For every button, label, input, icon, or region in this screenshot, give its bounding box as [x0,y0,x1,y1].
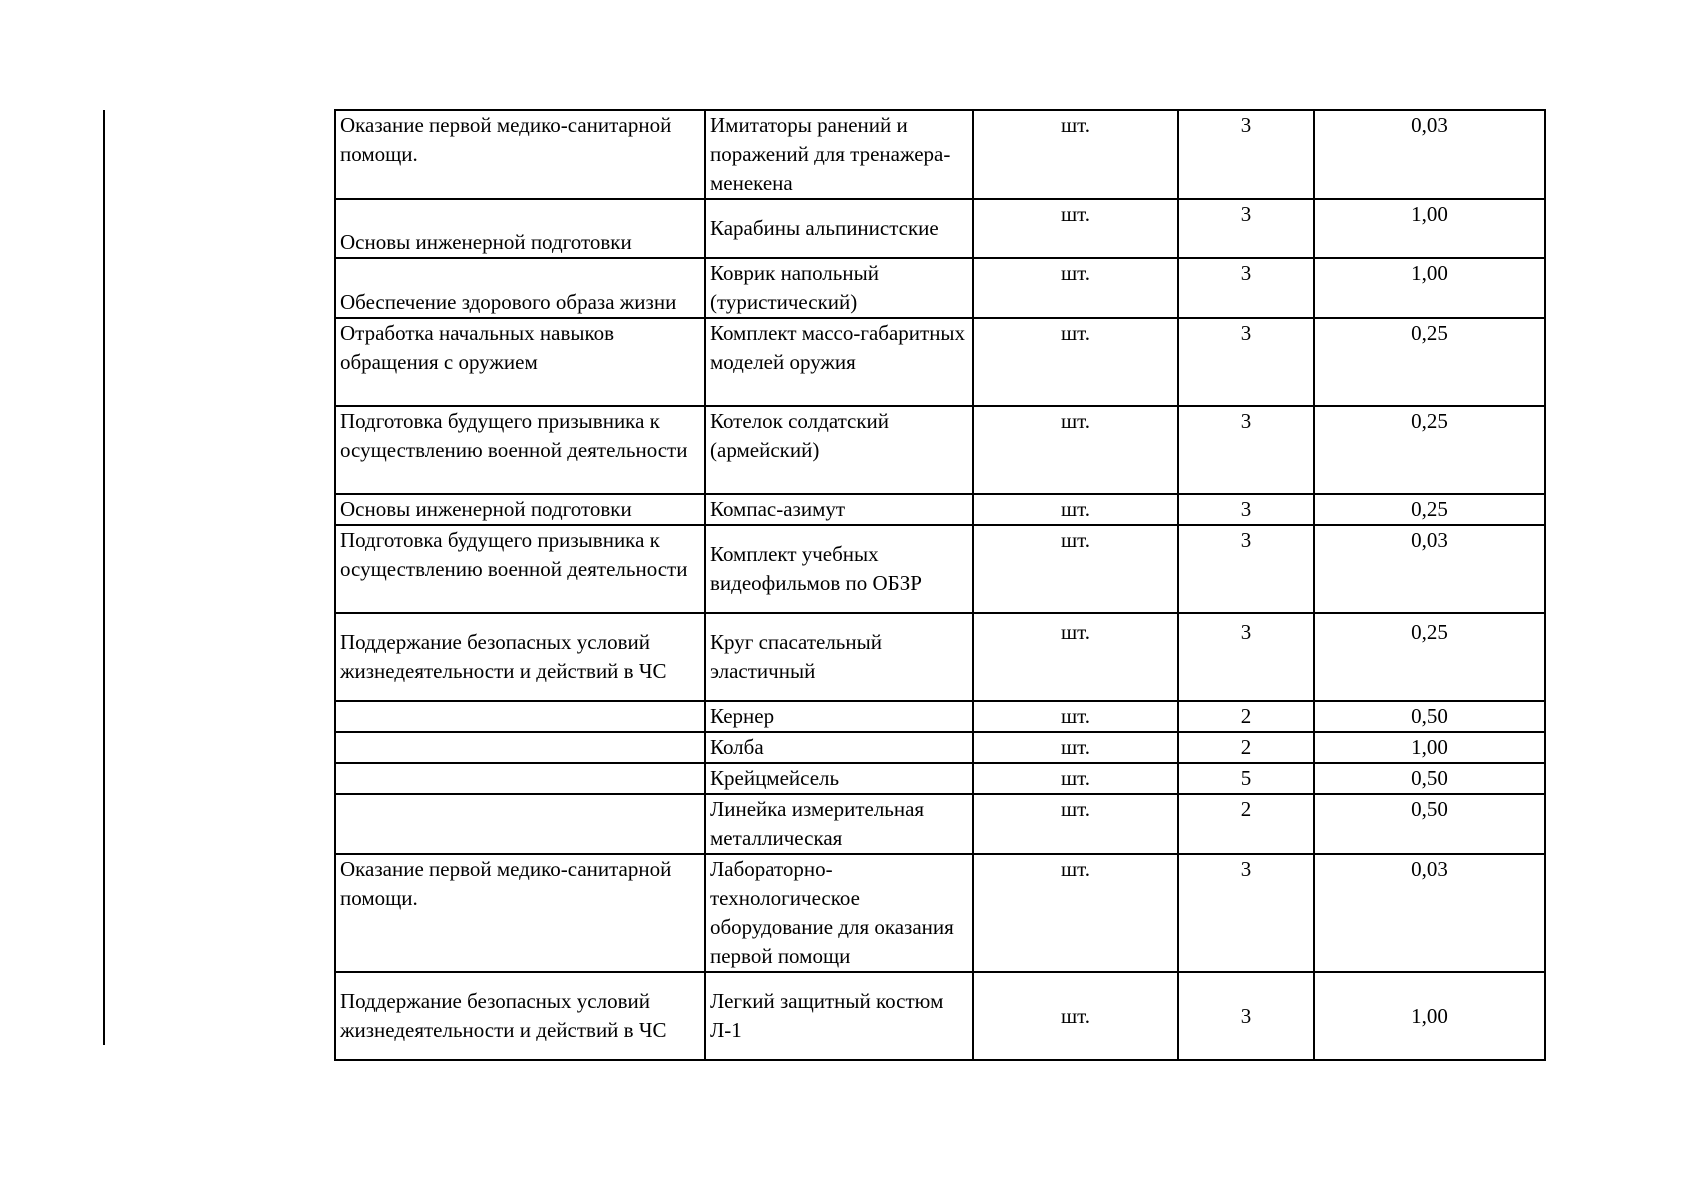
unit-cell: шт. [973,318,1178,406]
section-cell: Подготовка будущего призывника к осуществлению военной деятельности [335,525,705,613]
item-cell: Линейка измерительная металлическая [705,794,973,854]
coefficient-cell: 0,25 [1314,318,1545,406]
item-cell: Круг спасательный эластичный [705,613,973,701]
quantity-cell: 3 [1178,258,1314,318]
item-cell: Лабораторно-технологическое оборудование для оказания первой помощи [705,854,973,972]
unit-cell: шт. [973,972,1178,1060]
quantity-cell: 3 [1178,318,1314,406]
item-cell: Комплект учебных видеофильмов по ОБЗР [705,525,973,613]
table-row [335,763,1545,794]
item-cell: Имитаторы ранений и поражений для тренажера-менекена [705,110,973,199]
quantity-cell: 5 [1178,763,1314,794]
coefficient-cell: 0,03 [1314,525,1545,613]
item-cell: Колба [705,732,973,763]
table-row [335,794,1545,854]
table-row [335,258,1545,318]
table-row [335,525,1545,613]
quantity-cell: 3 [1178,972,1314,1060]
table-row [335,854,1545,972]
quantity-cell: 3 [1178,199,1314,258]
item-cell: Котелок солдатский (армейский) [705,406,973,494]
unit-cell: шт. [973,110,1178,199]
unit-cell: шт. [973,794,1178,854]
section-cell [335,732,705,763]
section-cell: Оказание первой медико-санитарной помощи. [335,110,705,199]
quantity-cell: 3 [1178,525,1314,613]
quantity-cell: 3 [1178,110,1314,199]
coefficient-cell: 1,00 [1314,732,1545,763]
section-cell: Подготовка будущего призывника к осуществлению военной деятельности [335,406,705,494]
quantity-cell: 3 [1178,406,1314,494]
item-cell: Комплект массо-габаритных моделей оружия [705,318,973,406]
coefficient-cell: 1,00 [1314,258,1545,318]
unit-cell: шт. [973,199,1178,258]
quantity-cell: 2 [1178,794,1314,854]
table-row [335,199,1545,258]
item-cell: Легкий защитный костюм Л-1 [705,972,973,1060]
coefficient-cell: 0,50 [1314,763,1545,794]
coefficient-cell: 0,50 [1314,794,1545,854]
section-cell: Основы инженерной подготовки [335,199,705,258]
page-margin-line [103,110,105,1045]
item-cell: Коврик напольный (туристический) [705,258,973,318]
coefficient-cell: 0,25 [1314,494,1545,525]
item-cell: Карабины альпинистские [705,199,973,258]
unit-cell: шт. [973,406,1178,494]
section-cell: Основы инженерной подготовки [335,494,705,525]
table-row [335,732,1545,763]
quantity-cell: 3 [1178,613,1314,701]
table-row [335,406,1545,494]
section-cell [335,701,705,732]
section-cell: Обеспечение здорового образа жизни [335,258,705,318]
quantity-cell: 2 [1178,701,1314,732]
table-row [335,701,1545,732]
unit-cell: шт. [973,525,1178,613]
coefficient-cell: 0,03 [1314,854,1545,972]
section-cell: Оказание первой медико-санитарной помощи. [335,854,705,972]
table-row [335,494,1545,525]
table-row [335,972,1545,1060]
equipment-table [334,109,1546,1061]
unit-cell: шт. [973,494,1178,525]
section-cell: Поддержание безопасных условий жизнедеятельности и действий в ЧС [335,972,705,1060]
section-cell: Отработка начальных навыков обращения с оружием [335,318,705,406]
unit-cell: шт. [973,763,1178,794]
item-cell: Кернер [705,701,973,732]
unit-cell: шт. [973,258,1178,318]
section-cell: Поддержание безопасных условий жизнедеятельности и действий в ЧС [335,613,705,701]
coefficient-cell: 0,25 [1314,613,1545,701]
coefficient-cell: 0,03 [1314,110,1545,199]
unit-cell: шт. [973,732,1178,763]
quantity-cell: 3 [1178,854,1314,972]
table-row [335,110,1545,199]
unit-cell: шт. [973,701,1178,732]
coefficient-cell: 0,50 [1314,701,1545,732]
item-cell: Крейцмейсель [705,763,973,794]
section-cell [335,763,705,794]
quantity-cell: 3 [1178,494,1314,525]
section-cell [335,794,705,854]
unit-cell: шт. [973,613,1178,701]
unit-cell: шт. [973,854,1178,972]
table-row [335,613,1545,701]
item-cell: Компас-азимут [705,494,973,525]
coefficient-cell: 0,25 [1314,406,1545,494]
coefficient-cell: 1,00 [1314,199,1545,258]
table-row [335,318,1545,406]
quantity-cell: 2 [1178,732,1314,763]
coefficient-cell: 1,00 [1314,972,1545,1060]
